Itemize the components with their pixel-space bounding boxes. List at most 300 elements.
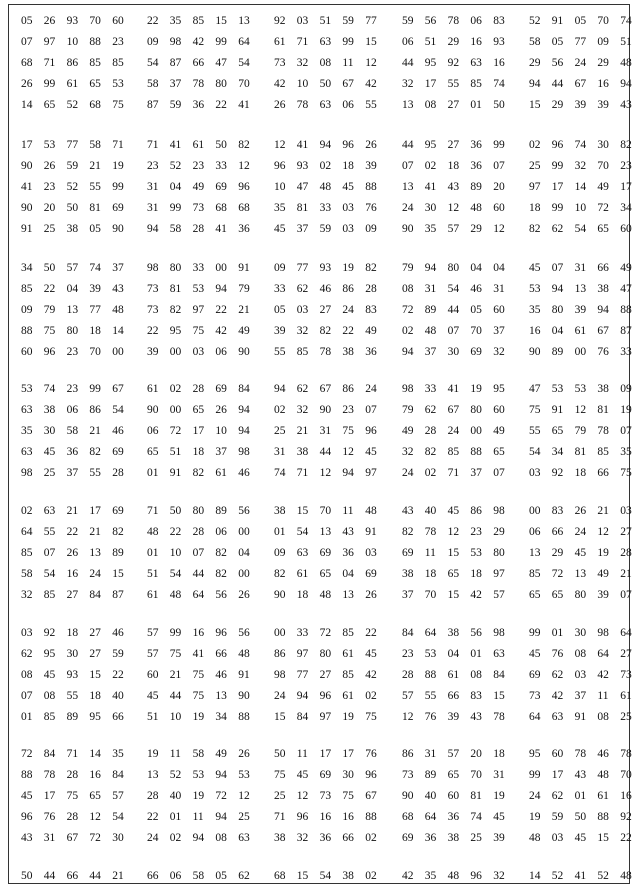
random-number: 73 [274, 57, 286, 69]
random-number: 21 [89, 526, 101, 538]
random-number: 25 [470, 832, 482, 844]
random-number: 85 [470, 78, 482, 90]
random-number: 90 [238, 346, 250, 358]
random-number: 57 [147, 627, 159, 639]
random-number: 95 [424, 139, 437, 151]
random-number: 82 [274, 568, 286, 580]
random-number: 85 [112, 57, 124, 69]
random-number: 10 [296, 78, 309, 90]
random-number: 60 [551, 748, 564, 760]
random-number: 73 [319, 790, 332, 802]
random-number: 30 [66, 648, 79, 660]
random-number: 44 [169, 690, 182, 702]
random-number: 77 [296, 262, 309, 274]
random-number: 86 [470, 505, 482, 517]
random-number: 34 [21, 262, 33, 274]
random-number: 62 [551, 669, 564, 681]
random-number: 12 [493, 223, 505, 235]
random-number: 47 [620, 283, 632, 295]
random-number: 63 [43, 505, 56, 517]
random-number: 43 [620, 99, 632, 111]
random-number: 92 [43, 627, 56, 639]
random-number: 85 [89, 57, 101, 69]
random-number: 32 [296, 325, 309, 337]
random-number: 82 [365, 262, 377, 274]
random-number: 27 [319, 304, 332, 316]
random-number: 85 [597, 446, 609, 458]
random-number: 94 [319, 139, 332, 151]
random-number: 03 [296, 15, 309, 27]
random-number: 42 [470, 589, 482, 601]
random-number: 33 [424, 383, 437, 395]
random-number: 29 [447, 36, 460, 48]
random-number: 39 [493, 832, 505, 844]
random-number: 88 [89, 36, 101, 48]
random-number: 58 [89, 139, 101, 151]
random-number: 60 [620, 223, 632, 235]
random-number: 18 [66, 627, 79, 639]
random-number: 36 [238, 223, 250, 235]
random-number: 37 [112, 262, 124, 274]
random-number: 10 [169, 547, 182, 559]
random-number: 77 [574, 36, 587, 48]
random-number: 71 [296, 467, 309, 479]
random-number: 24 [529, 790, 541, 802]
random-number: 23 [402, 648, 414, 660]
random-number: 90 [529, 346, 541, 358]
random-number: 82 [529, 223, 541, 235]
random-number: 78 [447, 15, 460, 27]
random-number: 04 [169, 181, 182, 193]
random-number: 35 [620, 446, 632, 458]
random-number: 18 [493, 748, 505, 760]
random-number: 52 [597, 870, 609, 882]
random-number: 71 [296, 36, 309, 48]
random-number: 43 [447, 181, 460, 193]
random-number: 26 [21, 78, 33, 90]
random-number: 97 [296, 648, 309, 660]
random-number: 33 [215, 160, 227, 172]
random-number: 55 [529, 425, 541, 437]
random-number: 16 [342, 811, 354, 823]
random-number: 59 [342, 15, 354, 27]
random-number: 60 [112, 15, 124, 27]
random-number: 68 [238, 202, 250, 214]
random-number: 32 [21, 589, 33, 601]
random-number: 63 [21, 404, 33, 416]
random-number: 53 [192, 769, 205, 781]
random-number: 84 [89, 589, 101, 601]
random-number: 55 [424, 690, 437, 702]
random-number: 03 [342, 202, 354, 214]
random-number: 29 [551, 547, 564, 559]
random-number: 66 [112, 711, 124, 723]
random-number: 28 [424, 425, 437, 437]
random-number: 68 [215, 202, 227, 214]
random-number: 99 [169, 627, 182, 639]
random-number: 38 [447, 832, 460, 844]
random-number: 37 [296, 223, 309, 235]
random-number: 32 [296, 832, 309, 844]
random-number: 85 [447, 446, 460, 458]
random-number: 40 [424, 505, 437, 517]
random-number: 90 [402, 790, 414, 802]
random-number: 56 [238, 505, 250, 517]
random-number: 85 [21, 547, 33, 559]
random-number: 99 [551, 160, 564, 172]
number-row [9, 626, 631, 646]
random-number: 48 [470, 202, 482, 214]
random-number: 47 [215, 57, 227, 69]
random-number: 65 [447, 769, 460, 781]
number-row [9, 525, 631, 545]
random-number: 52 [169, 769, 182, 781]
random-number: 37 [169, 78, 182, 90]
random-number: 29 [470, 223, 482, 235]
random-number: 29 [493, 526, 505, 538]
random-number: 91 [365, 526, 377, 538]
random-number: 26 [274, 99, 286, 111]
random-number: 83 [470, 690, 482, 702]
random-number: 02 [169, 832, 182, 844]
random-number: 31 [147, 181, 159, 193]
random-number: 28 [402, 669, 414, 681]
random-number: 61 [147, 383, 159, 395]
random-number: 39 [447, 711, 460, 723]
random-number: 01 [147, 467, 159, 479]
random-number: 19 [192, 790, 205, 802]
random-number: 31 [424, 748, 437, 760]
random-number: 58 [192, 748, 205, 760]
random-number: 64 [424, 811, 437, 823]
random-number: 82 [215, 568, 227, 580]
random-number: 46 [238, 467, 250, 479]
random-number: 15 [447, 547, 460, 559]
random-number: 10 [574, 202, 587, 214]
random-number: 88 [21, 769, 33, 781]
random-number: 01 [169, 811, 182, 823]
random-number: 86 [342, 283, 354, 295]
random-number: 71 [43, 57, 56, 69]
random-number: 98 [238, 446, 250, 458]
random-number: 48 [112, 304, 124, 316]
random-number: 37 [424, 346, 437, 358]
random-number: 96 [21, 811, 33, 823]
random-number: 49 [597, 181, 609, 193]
random-number: 76 [551, 648, 564, 660]
random-number: 42 [365, 669, 377, 681]
random-number: 03 [21, 627, 33, 639]
random-number: 13 [215, 690, 227, 702]
random-number: 72 [551, 568, 564, 580]
random-number: 32 [402, 446, 414, 458]
random-number: 51 [620, 36, 632, 48]
number-row [9, 647, 631, 667]
random-number: 13 [66, 304, 79, 316]
random-number: 11 [597, 690, 609, 702]
random-number: 23 [620, 160, 632, 172]
random-number: 67 [342, 78, 354, 90]
random-number: 96 [365, 769, 377, 781]
random-number: 99 [529, 769, 541, 781]
random-number: 81 [597, 404, 609, 416]
random-number: 71 [112, 139, 124, 151]
random-number: 10 [66, 36, 79, 48]
random-number: 65 [89, 78, 101, 90]
random-number: 73 [147, 283, 159, 295]
random-number: 21 [296, 425, 309, 437]
random-number: 17 [21, 139, 33, 151]
random-number: 88 [424, 669, 437, 681]
random-number: 49 [597, 568, 609, 580]
random-number: 12 [574, 404, 587, 416]
random-number: 07 [43, 547, 56, 559]
random-number: 04 [447, 648, 460, 660]
random-number: 48 [365, 505, 377, 517]
random-number: 49 [402, 425, 414, 437]
random-number: 46 [470, 283, 482, 295]
random-number: 18 [342, 160, 354, 172]
random-number: 23 [342, 404, 354, 416]
random-number: 18 [470, 568, 482, 580]
number-row [9, 77, 631, 97]
random-number: 61 [342, 690, 354, 702]
random-number: 45 [147, 690, 159, 702]
random-number: 32 [574, 160, 587, 172]
random-number: 75 [342, 790, 354, 802]
number-row [9, 546, 631, 566]
random-number: 97 [43, 36, 56, 48]
random-number: 26 [215, 404, 227, 416]
random-number: 86 [66, 57, 79, 69]
random-number: 49 [620, 262, 632, 274]
random-number: 44 [447, 304, 460, 316]
random-number: 85 [342, 669, 354, 681]
random-number: 96 [43, 346, 56, 358]
number-row [9, 768, 631, 788]
random-number: 38 [342, 346, 354, 358]
random-number: 61 [620, 690, 632, 702]
random-number: 18 [529, 202, 541, 214]
random-number: 13 [147, 769, 159, 781]
random-number: 39 [597, 589, 609, 601]
number-row [9, 424, 631, 444]
random-number: 04 [342, 568, 354, 580]
random-number: 19 [470, 383, 482, 395]
random-number: 76 [424, 711, 437, 723]
random-number: 64 [424, 627, 437, 639]
random-number: 86 [89, 404, 101, 416]
random-number: 05 [215, 870, 227, 882]
random-number: 13 [574, 283, 587, 295]
random-number: 90 [112, 223, 124, 235]
random-number: 09 [274, 262, 286, 274]
random-number: 24 [147, 832, 159, 844]
random-number: 82 [89, 446, 101, 458]
random-number: 56 [215, 589, 227, 601]
random-number: 46 [215, 669, 227, 681]
random-number: 39 [597, 99, 609, 111]
random-number: 57 [493, 589, 505, 601]
random-number: 31 [43, 832, 56, 844]
random-number: 63 [551, 711, 564, 723]
random-number: 03 [365, 547, 377, 559]
random-number: 53 [529, 283, 541, 295]
random-number: 46 [319, 283, 332, 295]
random-number: 95 [169, 325, 182, 337]
random-number: 00 [169, 346, 182, 358]
random-number: 84 [43, 748, 56, 760]
random-number: 65 [89, 790, 101, 802]
random-number: 96 [319, 690, 332, 702]
random-number: 48 [238, 648, 250, 660]
random-number: 54 [529, 446, 541, 458]
random-number: 85 [529, 568, 541, 580]
random-number: 72 [402, 304, 414, 316]
random-number: 78 [424, 526, 437, 538]
random-number: 94 [529, 78, 541, 90]
random-number: 16 [66, 568, 79, 580]
random-number: 67 [447, 404, 460, 416]
random-number: 74 [574, 139, 587, 151]
random-number: 25 [43, 223, 56, 235]
random-number: 12 [447, 202, 460, 214]
random-number: 78 [574, 748, 587, 760]
random-number: 11 [296, 748, 308, 760]
random-number: 71 [147, 139, 159, 151]
random-number: 30 [43, 425, 56, 437]
random-number: 05 [21, 15, 33, 27]
random-number: 74 [470, 811, 482, 823]
random-number: 38 [43, 404, 56, 416]
random-number: 60 [493, 304, 505, 316]
random-number: 07 [192, 547, 205, 559]
random-number: 66 [66, 870, 79, 882]
random-number: 78 [43, 769, 56, 781]
random-number: 39 [274, 325, 286, 337]
random-number: 04 [470, 262, 482, 274]
random-number: 60 [493, 202, 505, 214]
random-number: 59 [402, 15, 414, 27]
random-number: 32 [402, 78, 414, 90]
random-number: 22 [147, 811, 159, 823]
random-number: 41 [215, 223, 227, 235]
random-number: 49 [238, 325, 250, 337]
random-number: 17 [551, 769, 564, 781]
random-number: 65 [551, 425, 564, 437]
random-number: 89 [551, 346, 564, 358]
random-number: 80 [319, 648, 332, 660]
random-number: 17 [424, 78, 437, 90]
random-number: 23 [66, 383, 79, 395]
random-number: 90 [319, 404, 332, 416]
random-number: 59 [319, 223, 332, 235]
random-number: 84 [296, 711, 309, 723]
random-number: 46 [112, 627, 124, 639]
random-number: 53 [192, 283, 205, 295]
random-number: 02 [424, 160, 437, 172]
random-number: 12 [365, 57, 377, 69]
random-number: 69 [215, 181, 227, 193]
random-number: 82 [402, 526, 414, 538]
random-number: 52 [529, 15, 541, 27]
random-number: 70 [89, 346, 101, 358]
random-number: 15 [112, 568, 124, 580]
random-number: 13 [319, 526, 332, 538]
random-number: 19 [112, 160, 124, 172]
random-number: 80 [66, 325, 79, 337]
random-number: 96 [470, 870, 482, 882]
random-number: 36 [66, 446, 79, 458]
number-row [9, 810, 631, 830]
random-number: 40 [112, 690, 124, 702]
random-number: 77 [66, 139, 79, 151]
random-number: 25 [238, 811, 250, 823]
random-number: 53 [551, 383, 564, 395]
random-number: 63 [238, 832, 250, 844]
random-number: 45 [43, 446, 56, 458]
number-row [9, 588, 631, 608]
random-number: 66 [342, 832, 354, 844]
random-number: 27 [447, 99, 460, 111]
number-row [9, 466, 631, 486]
random-number: 69 [112, 202, 124, 214]
random-number: 07 [620, 425, 632, 437]
random-number: 19 [147, 748, 159, 760]
number-row [9, 869, 631, 889]
random-number: 36 [365, 346, 377, 358]
random-number: 32 [493, 346, 505, 358]
random-number: 00 [274, 627, 286, 639]
random-number: 45 [574, 547, 587, 559]
random-number: 16 [620, 790, 632, 802]
random-number: 08 [424, 99, 437, 111]
random-number: 62 [551, 790, 564, 802]
random-number: 98 [493, 627, 505, 639]
random-number: 98 [169, 36, 182, 48]
random-number: 76 [597, 346, 609, 358]
random-number: 64 [597, 648, 609, 660]
random-number: 01 [274, 526, 286, 538]
random-number: 07 [620, 589, 632, 601]
random-number: 61 [296, 568, 309, 580]
random-number: 12 [89, 811, 101, 823]
random-number: 98 [147, 262, 159, 274]
random-number: 16 [597, 78, 609, 90]
random-number: 58 [169, 223, 182, 235]
random-number: 39 [147, 346, 159, 358]
random-number: 74 [89, 262, 101, 274]
random-number: 39 [89, 283, 101, 295]
random-number: 80 [447, 262, 460, 274]
random-number: 72 [319, 627, 332, 639]
random-number: 48 [147, 526, 159, 538]
random-number: 25 [274, 790, 286, 802]
random-number: 71 [447, 467, 460, 479]
random-number: 85 [342, 627, 354, 639]
random-number: 57 [147, 648, 159, 660]
random-number: 16 [493, 57, 505, 69]
number-row [9, 382, 631, 402]
random-number: 22 [147, 325, 159, 337]
number-row [9, 567, 631, 587]
random-number: 55 [43, 526, 56, 538]
number-row [9, 98, 631, 118]
random-number: 55 [89, 467, 101, 479]
number-row [9, 747, 631, 767]
number-row [9, 201, 631, 221]
random-number: 88 [238, 711, 250, 723]
